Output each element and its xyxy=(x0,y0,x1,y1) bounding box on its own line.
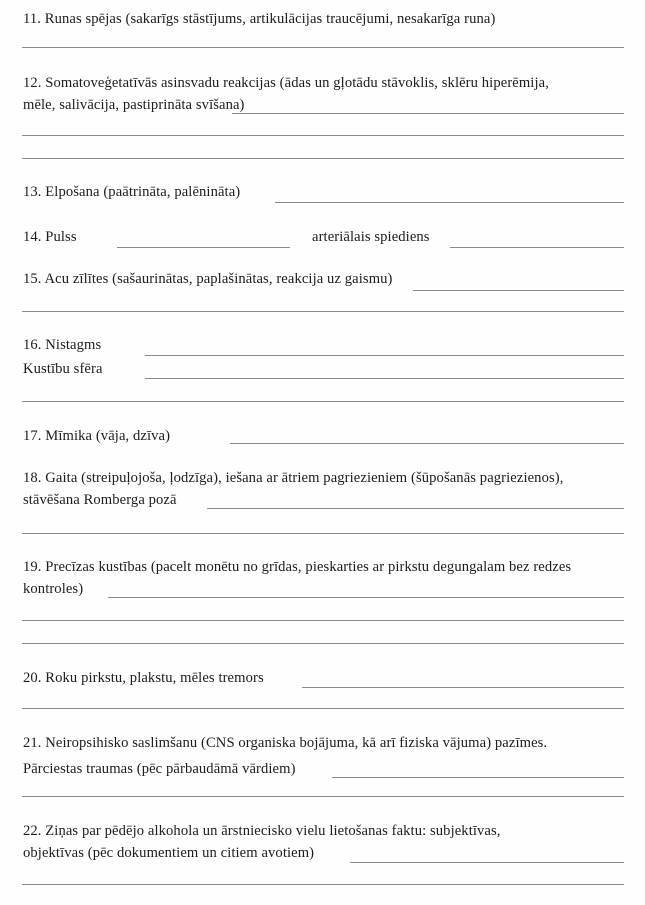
item-16-motion-label: Kustību sfēra xyxy=(23,361,103,377)
item-18-answer-line-1[interactable] xyxy=(207,508,624,509)
item-15-answer-line-2[interactable] xyxy=(22,311,624,312)
item-18-label-line-2: stāvēšana Romberga pozā xyxy=(23,492,177,508)
item-22-label-line-2: objektīvas (pēc dokumentiem un citiem avotiem) xyxy=(23,845,315,861)
item-18-label-line-1: 18. Gaita (streipuļojoša, ļodzīga), iešana ar ātriem pagriezieniem (šūpošanās pagriezienos), xyxy=(23,470,564,486)
item-15-answer-line-1[interactable] xyxy=(413,290,624,291)
item-14-bp-answer-line[interactable] xyxy=(450,247,624,248)
item-11-label: 11. Runas spējas (sakarīgs stāstījums, artikulācijas traucējumi, nesakarīga runa) xyxy=(23,11,496,27)
item-21-answer-line-1[interactable] xyxy=(332,777,624,778)
item-11-answer-line[interactable] xyxy=(22,47,624,48)
item-22-answer-line-1[interactable] xyxy=(350,862,624,863)
item-17-label: 17. Mīmika (vāja, dzīva) xyxy=(23,428,171,444)
item-14-bp-label: arteriālais spiediens xyxy=(312,229,430,245)
item-13-label: 13. Elpošana (paātrināta, palēnināta) xyxy=(23,184,241,200)
item-21-answer-line-2[interactable] xyxy=(22,796,624,797)
item-12-answer-line-1[interactable] xyxy=(232,113,624,114)
item-19-answer-line-2[interactable] xyxy=(22,620,624,621)
item-19-answer-line-3[interactable] xyxy=(22,643,624,644)
item-21-label-line-2: Pārciestas traumas (pēc pārbaudāmā vārdiem) xyxy=(23,761,296,777)
item-20-answer-line-1[interactable] xyxy=(302,687,624,688)
item-18-answer-line-2[interactable] xyxy=(22,533,624,534)
item-12-label-line-2: mēle, salivācija, pastiprināta svīšana) xyxy=(23,97,245,113)
item-16-motion-answer-line[interactable] xyxy=(145,378,624,379)
item-19-label-line-2: kontroles) xyxy=(23,581,84,597)
item-12-answer-line-3[interactable] xyxy=(22,158,624,159)
item-19-answer-line-1[interactable] xyxy=(108,597,624,598)
item-12-label-line-1: 12. Somatoveģetatīvās asinsvadu reakcijas (ādas un gļotādu stāvoklis, sklēru hiperēmija, xyxy=(23,75,549,91)
item-22-label-line-1: 22. Ziņas par pēdējo alkohola un ārstniecisko vielu lietošanas faktu: subjektīvas, xyxy=(23,823,501,839)
item-13-answer-line[interactable] xyxy=(275,202,624,203)
item-14-pulse-answer-line[interactable] xyxy=(117,247,290,248)
item-20-label: 20. Roku pirkstu, plakstu, mēles tremors xyxy=(23,670,264,686)
item-16-answer-line-3[interactable] xyxy=(22,401,624,402)
item-22-answer-line-2[interactable] xyxy=(22,884,624,885)
item-21-label-line-1: 21. Neiropsihisko saslimšanu (CNS organiska bojājuma, kā arī fiziska vājuma) pazīmes. xyxy=(23,735,548,751)
item-12-answer-line-2[interactable] xyxy=(22,135,624,136)
item-15-label: 15. Acu zīlītes (sašaurinātas, paplašinātas, reakcija uz gaismu) xyxy=(23,271,393,287)
item-19-label-line-1: 19. Precīzas kustības (pacelt monētu no grīdas, pieskarties ar pirkstu degungalam bez redzes xyxy=(23,559,572,575)
item-16-nystagmus-label: 16. Nistagms xyxy=(23,337,102,353)
item-20-answer-line-2[interactable] xyxy=(22,708,624,709)
item-16-nystagmus-answer-line[interactable] xyxy=(145,355,624,356)
item-14-pulse-label: 14. Pulss xyxy=(23,229,77,245)
item-17-answer-line[interactable] xyxy=(230,443,624,444)
